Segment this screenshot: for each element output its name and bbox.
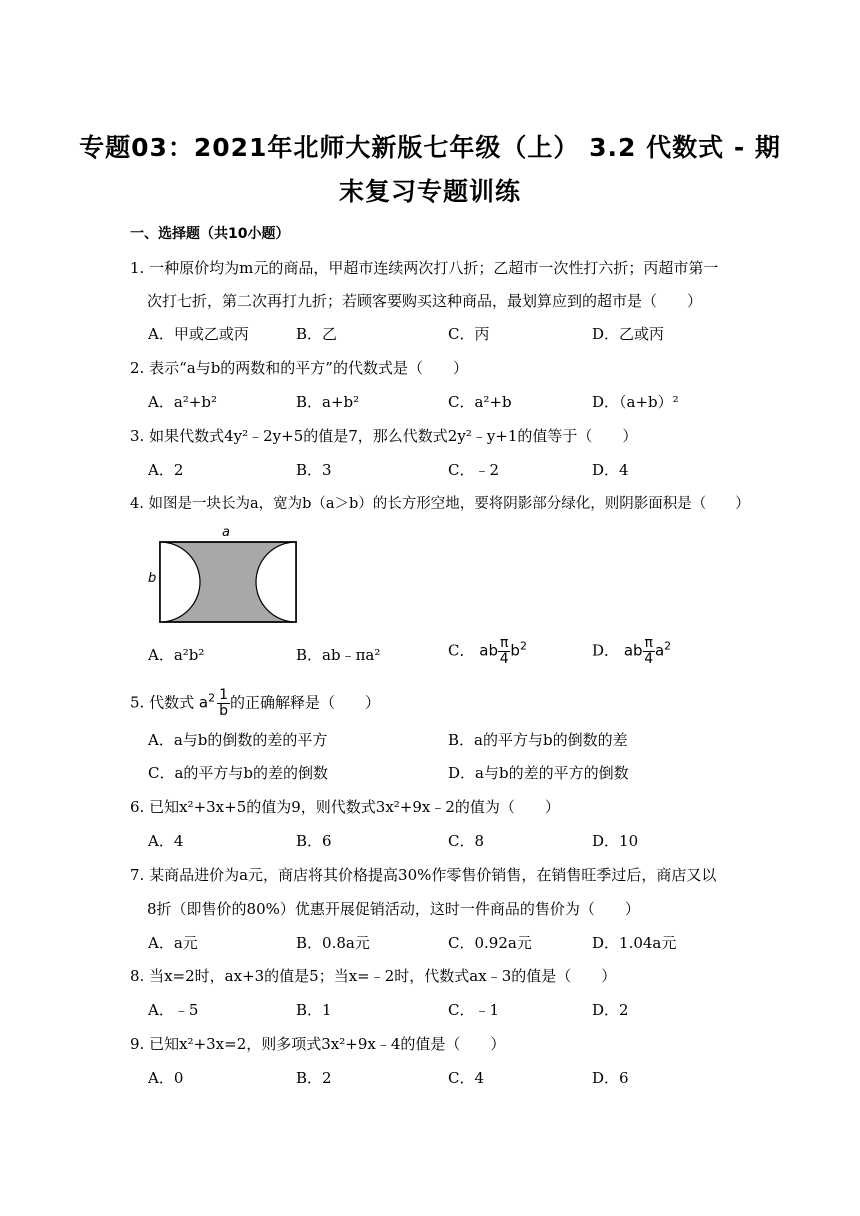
q9-option-a: A．0 (148, 1069, 184, 1087)
q2-option-c: C．a²+b (448, 393, 512, 411)
rectangle-figure (146, 522, 306, 636)
q4-option-b: B．ab﹣πa² (296, 646, 381, 664)
q8-option-c: C．﹣1 (448, 1001, 500, 1019)
q6-option-a: A．4 (148, 832, 184, 850)
q5-option-d: D．a与b的差的平方的倒数 (448, 764, 629, 782)
question-1 (130, 258, 718, 278)
q3-option-d: D．4 (592, 461, 629, 479)
q3-option-c: C．﹣2 (448, 461, 500, 479)
q9-option-d: D．6 (592, 1069, 629, 1087)
question-text: 一种原价均为m元的商品，甲超市连续两次打八折；乙超市一次性打六折；丙超市第一 (149, 259, 719, 277)
question-7: 7. 某商品进价为a元，商店将其价格提高30%作零售价销售，在销售旺季过后，商店又以 (130, 866, 717, 884)
q5-option-a: A．a与b的倒数的差的平方 (148, 731, 328, 749)
question-8: 8. 当x=2时，ax+3的值是5；当x=﹣2时，代数式ax﹣3的值是（ ） (130, 967, 617, 985)
question-7-line2: 8折（即售价的80%）优惠开展促销活动，这时一件商品的售价为（ ） (147, 900, 640, 918)
figure-label-a: a (222, 525, 230, 540)
q4-option-d: D． ab $\frac{\pi}{4}$ $a^2$ (592, 635, 672, 667)
q6-option-d: D．10 (592, 832, 639, 850)
question-2: 2. 表示“a与b的两数和的平方”的代数式是（ ） (130, 359, 468, 377)
fraction-1-over-b: $\frac{1}{b}$ (219, 687, 229, 719)
page-title-line1: 专题03：2021年北师大新版七年级（上） 3.2 代数式 - 期 (79, 133, 781, 162)
fraction-pi-over-4: $\frac{\pi}{4}$ (644, 635, 654, 667)
q3-option-b: B．3 (296, 461, 332, 479)
q5-option-c: C．a的平方与b的差的倒数 (148, 764, 329, 782)
question-number: 1. (130, 259, 145, 277)
q7-option-a: A．a元 (148, 934, 198, 952)
q4-option-c: C． ab $\frac{\pi}{4}$ $b^2$ (448, 635, 527, 667)
question-5: 5. 代数式 $a^2$ $\frac{1}{b}$ 的正确解释是（ ） (130, 687, 381, 719)
q5-option-b: B．a的平方与b的倒数的差 (448, 731, 628, 749)
page-title-line2: 末复习专题训练 (338, 177, 521, 206)
q6-option-c: C．8 (448, 832, 485, 850)
q9-option-b: B．2 (296, 1069, 332, 1087)
figure-label-b: b (148, 571, 157, 586)
q2-option-d: D．（a+b）² (592, 393, 679, 411)
question-9: 9. 已知x²+3x=2，则多项式3x²+9x﹣4的值是（ ） (130, 1035, 506, 1053)
q8-option-a: A．﹣5 (148, 1001, 199, 1019)
shaded-rectangle-diagram (146, 522, 306, 632)
question-4: 4. 如图是一块长为a，宽为b（a＞b）的长方形空地，要将阴影部分绿化，则阴影面积是（ ） (130, 496, 750, 512)
q4-option-a: A．a²b² (148, 646, 205, 664)
fraction-pi-over-4: $\frac{\pi}{4}$ (499, 635, 509, 667)
q1-option-c: C．丙 (448, 325, 490, 343)
q7-option-b: B．0.8a元 (296, 934, 370, 952)
question-1-line2: 次打七折，第二次再打九折；若顾客要购买这种商品，最划算应到的超市是（ ） (147, 292, 703, 310)
section-heading: 一、选择题（共10小题） (130, 226, 290, 242)
q2-option-b: B．a+b² (296, 393, 360, 411)
q9-option-c: C．4 (448, 1069, 485, 1087)
question-6: 6. 已知x²+3x+5的值为9，则代数式3x²+9x﹣2的值为（ ） (130, 798, 560, 816)
q2-option-a: A．a²+b² (148, 393, 217, 411)
q8-option-b: B．1 (296, 1001, 332, 1019)
q8-option-d: D．2 (592, 1001, 629, 1019)
q1-option-d: D．乙或丙 (592, 325, 665, 343)
q7-option-d: D．1.04a元 (592, 934, 677, 952)
q3-option-a: A．2 (148, 461, 184, 479)
q7-option-c: C．0.92a元 (448, 934, 532, 952)
q1-option-b: B．乙 (296, 325, 338, 343)
question-3: 3. 如果代数式4y²﹣2y+5的值是7，那么代数式2y²﹣y+1的值等于（ ） (130, 427, 638, 445)
q6-option-b: B．6 (296, 832, 332, 850)
q1-option-a: A．甲或乙或丙 (148, 325, 249, 343)
